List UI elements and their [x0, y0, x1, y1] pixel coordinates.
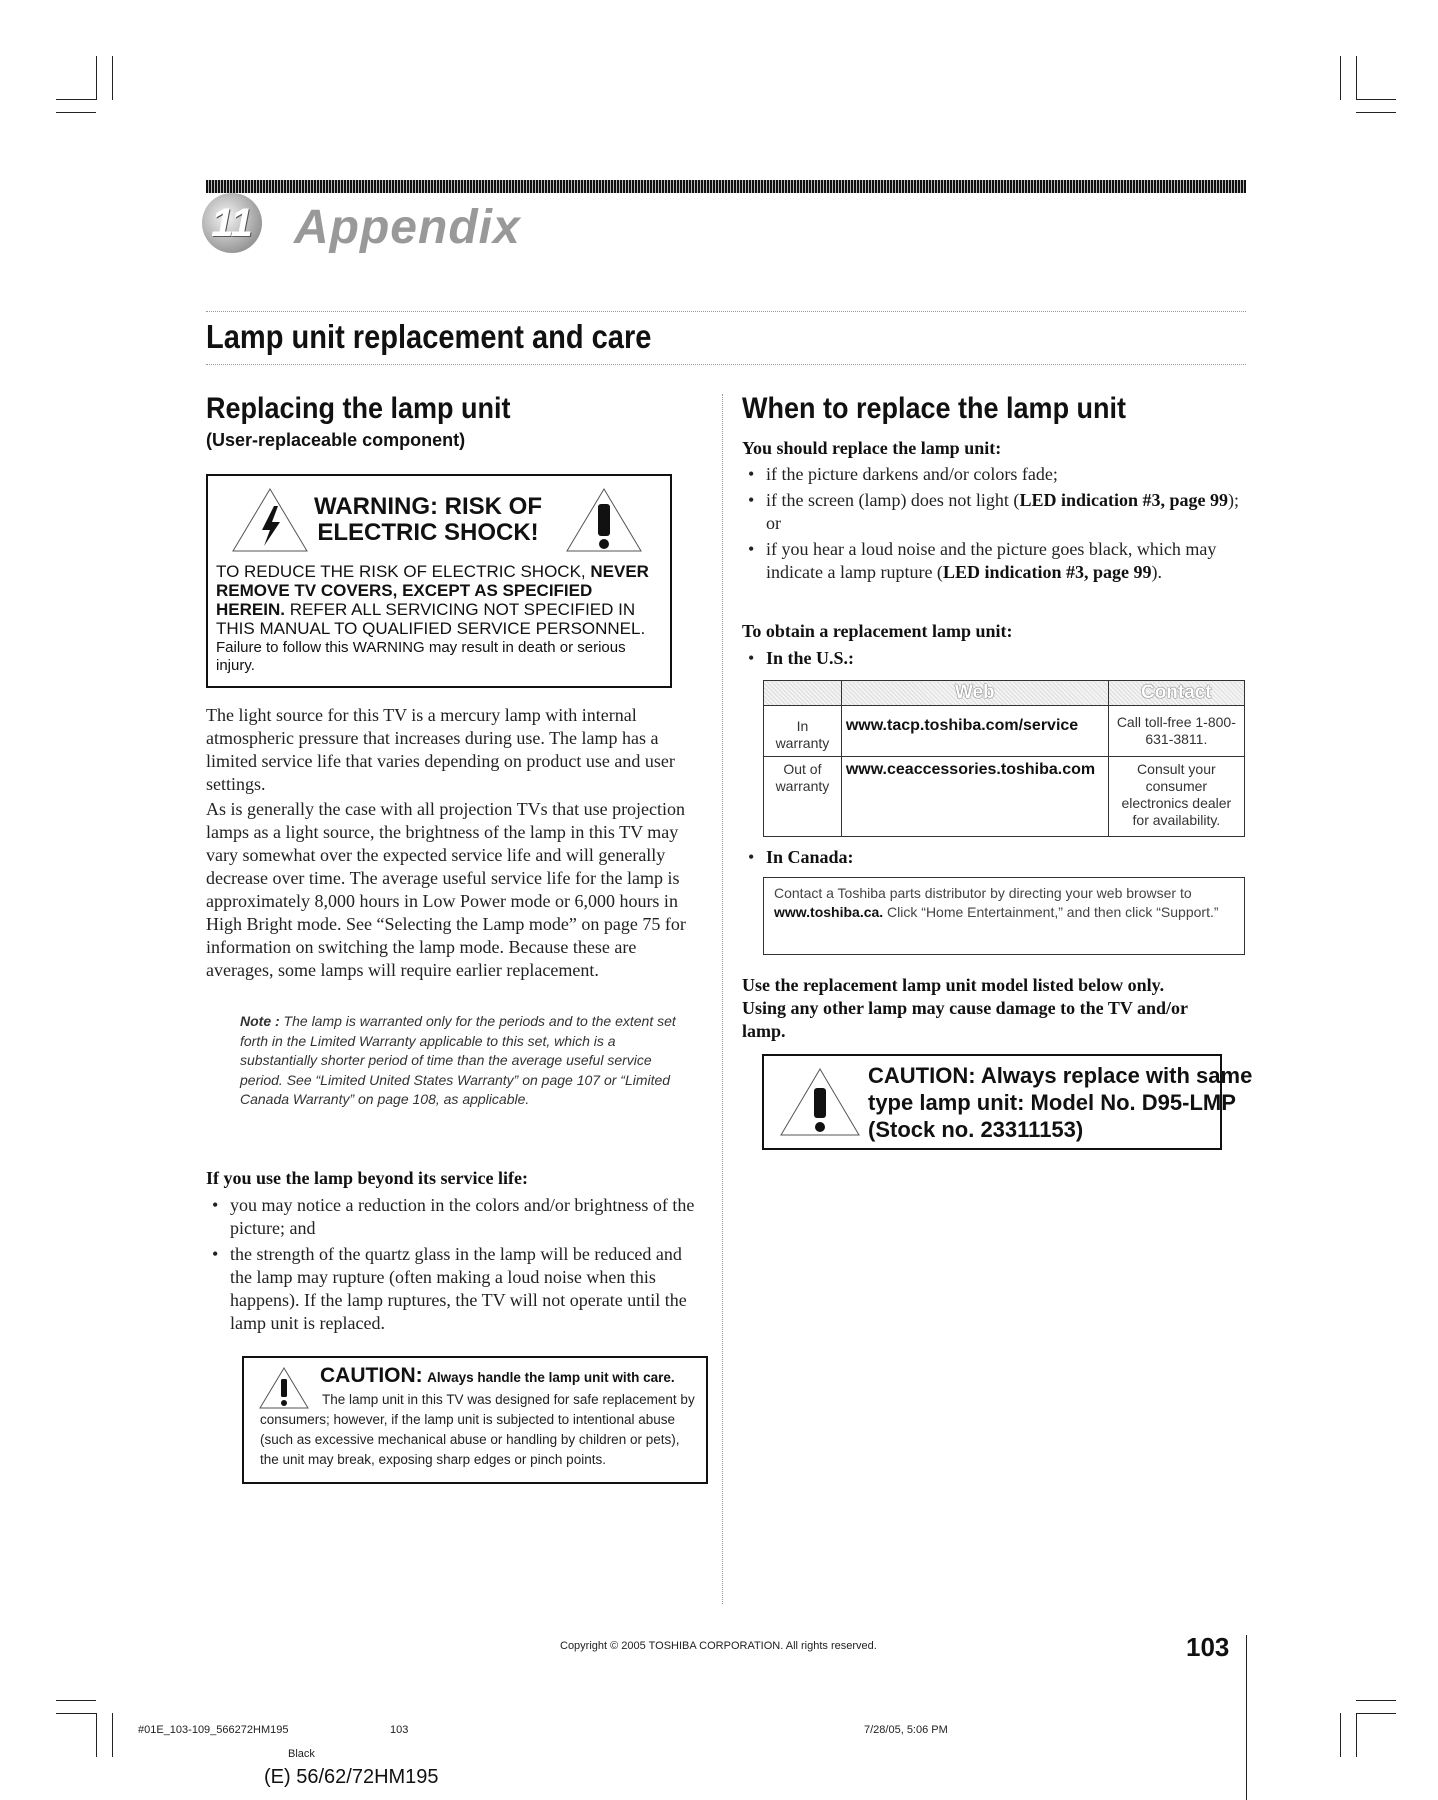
electric-shock-warning-icon — [230, 486, 310, 554]
table-header-row — [764, 681, 1245, 706]
canada-label-text: In Canada: — [766, 847, 854, 867]
divider — [206, 311, 1246, 312]
led-reference: LED indication #3, page 99 — [1019, 490, 1228, 510]
list-item: • you may notice a reduction in the colors and/or brightness of the picture; and — [206, 1194, 706, 1240]
warning-body-emphasis: NEVER REMOVE TV COVERS, EXCEPT AS SPECIFIED HEREIN. — [216, 562, 649, 619]
replacement-caution-text — [868, 1062, 1253, 1143]
list-item-text: if the screen (lamp) does not light ( — [766, 490, 1020, 510]
row-label: Out of warranty — [764, 757, 842, 837]
list-item — [742, 538, 1242, 584]
crop-mark — [112, 56, 113, 100]
crop-mark — [1356, 1700, 1396, 1701]
warning-heading — [308, 494, 548, 546]
table-row — [764, 757, 1245, 837]
obtain-heading: To obtain a replacement lamp unit: — [742, 621, 1013, 641]
should-replace-heading: You should replace the lamp unit: — [742, 438, 1002, 458]
lamp-brightness-description: As is generally the case with all projection TVs that use projection lamps as a light source, the brightness of the lamp in this TV may vary somewhat over the expected service life and will generally decrease over time. The average useful service life for the lamp is approximately 8,000 hours in Low Power mode or 6,000 hours in High Bright mode. See “Selecting the Lamp mode” on page 75 for information on switching the lamp mode. Because these are averages, some lamps will require earlier replacement. — [206, 799, 686, 980]
right-heading — [742, 392, 1169, 426]
color-label: Black — [288, 1748, 315, 1760]
list-item-text: ). — [1151, 562, 1162, 582]
table-row — [764, 706, 1245, 757]
led-reference: LED indication #3, page 99 — [942, 562, 1152, 582]
table-header-blank — [764, 681, 842, 706]
row-label: In warranty — [764, 706, 842, 757]
file-page: 103 — [390, 1724, 409, 1736]
page-number: 103 — [1186, 1632, 1230, 1662]
list-item-text: if you hear a loud noise and the picture goes black, which may indicate a lamp rupture ( — [766, 539, 1217, 582]
contact-info: Consult your consumer electronics dealer for availability. — [1108, 757, 1244, 837]
caution-line: (Stock no. 23311153) — [868, 1117, 1084, 1142]
crop-mark — [56, 1700, 96, 1701]
us-label-text: In the U.S.: — [766, 648, 855, 668]
column-divider — [722, 394, 723, 1604]
handling-caution-box — [242, 1356, 708, 1484]
caution-lead: Always handle the lamp unit with care. — [427, 1370, 675, 1385]
exclamation-warning-icon — [564, 486, 644, 554]
crop-mark — [1340, 1713, 1341, 1757]
list-item: • the strength of the quartz glass in the lamp will be reduced and the lamp may rupture (often making a loud noise when this happens). If the lamp ruptures, the TV will not operate until the lamp unit is replaced. — [206, 1243, 706, 1335]
canada-info-box — [763, 877, 1245, 955]
warning-body — [216, 562, 664, 638]
divider — [206, 364, 1246, 365]
replacement-table — [763, 680, 1245, 837]
margin-rule — [1246, 1635, 1247, 1800]
canada-label-list — [742, 846, 1242, 872]
copyright: Copyright © 2005 TOSHIBA CORPORATION. All rights reserved. — [560, 1640, 877, 1652]
left-subheading: (User-replaceable component) — [206, 430, 466, 450]
warranty-note — [240, 1012, 686, 1110]
crop-mark — [1356, 1713, 1357, 1757]
canada-text: Click “Home Entertainment,” and then click “Support.” — [883, 904, 1219, 920]
table-header-contact: Contact — [1108, 681, 1244, 706]
crop-mark — [56, 1713, 96, 1714]
handling-caution-heading — [320, 1364, 700, 1388]
crop-mark — [1356, 1713, 1396, 1714]
beyond-life-heading: If you use the lamp beyond its service life: — [206, 1168, 528, 1188]
warning-body-text: REFER ALL SERVICING NOT SPECIFIED IN THIS MANUAL TO QUALIFIED SERVICE PERSONNEL. — [216, 600, 646, 638]
chapter-band — [206, 180, 1246, 193]
should-replace-list — [742, 463, 1242, 587]
model-label: (E) 56/62/72HM195 — [264, 1766, 439, 1788]
crop-mark — [112, 1713, 113, 1757]
list-item — [742, 489, 1242, 535]
caution-line: type lamp unit: Model No. D95-LMP — [868, 1090, 1236, 1115]
print-date: 7/28/05, 5:06 PM — [864, 1724, 948, 1736]
crop-mark — [56, 112, 96, 113]
chapter-number-badge: 11 — [202, 193, 262, 253]
handling-caution-body: The lamp unit in this TV was designed for safe replacement by consumers; however, if the lamp unit is subjected to intentional abuse (such as excessive mechanical abuse or handling by children or pets), the unit may break, exposing sharp edges or pinch points. — [260, 1392, 695, 1467]
left-heading: Replacing the lamp unit — [206, 392, 511, 425]
list-item: • if the picture darkens and/or colors fade; — [742, 463, 1242, 486]
canada-link[interactable]: www.toshiba.ca. — [774, 904, 884, 920]
us-label — [742, 647, 1242, 670]
crop-mark — [1356, 99, 1396, 100]
crop-mark — [1340, 56, 1341, 100]
replacement-caution-box — [762, 1054, 1253, 1150]
caution-line: CAUTION: Always replace with same — [868, 1063, 1253, 1088]
warning-body-text: TO REDUCE THE RISK OF ELECTRIC SHOCK, — [216, 562, 591, 581]
canada-text: Contact a Toshiba parts distributor by directing your web browser to — [774, 885, 1192, 901]
note-label: Note : — [240, 1013, 280, 1029]
file-name: #01E_103-109_566272HM195 — [138, 1724, 289, 1736]
right-heading-text: When to replace the lamp unit — [742, 392, 1127, 425]
left-column — [206, 392, 706, 451]
web-link[interactable]: www.tacp.toshiba.com/service — [841, 706, 1108, 757]
section-title: Lamp unit replacement and care — [206, 318, 652, 355]
web-link[interactable]: www.ceaccessories.toshiba.com — [841, 757, 1108, 837]
table-header-web: Web — [841, 681, 1108, 706]
us-label-list — [742, 647, 1242, 673]
contact-info: Call toll-free 1-800-631-3811. — [1108, 706, 1244, 757]
warning-heading-line1: WARNING: RISK OF — [314, 493, 542, 520]
crop-mark — [96, 1713, 97, 1757]
note-text: The lamp is warranted only for the periods and to the extent set forth in the Limited Warranty applicable to this set, which is a substantially shorter period of time than the average useful service period. See “Limited United States Warranty” on page 107 or “Limited Canada Warranty” on page 108, as applicable. — [240, 1013, 676, 1107]
use-only-notice: Use the replacement lamp unit model listed below only. Using any other lamp may cause damage to the TV and/or lamp. — [742, 975, 1188, 1041]
crop-mark — [1356, 56, 1357, 100]
warning-heading-line2: ELECTRIC SHOCK! — [317, 519, 539, 546]
caution-label: CAUTION: — [320, 1364, 423, 1387]
beyond-life-list — [206, 1194, 706, 1338]
crop-mark — [1356, 112, 1396, 113]
list-item-text: ); or — [766, 490, 1239, 533]
lamp-description: The light source for this TV is a mercury lamp with internal atmospheric pressure that increases during use. The lamp has a limited service life that varies depending on product use and user settings. — [206, 705, 675, 794]
chapter-title: Appendix — [294, 201, 521, 254]
crop-mark — [96, 56, 97, 100]
warning-box — [206, 474, 672, 688]
canada-label — [742, 846, 1242, 869]
caution-icon — [778, 1066, 862, 1138]
warning-footnote: Failure to follow this WARNING may result in death or serious injury. — [216, 639, 626, 674]
crop-mark — [56, 99, 96, 100]
